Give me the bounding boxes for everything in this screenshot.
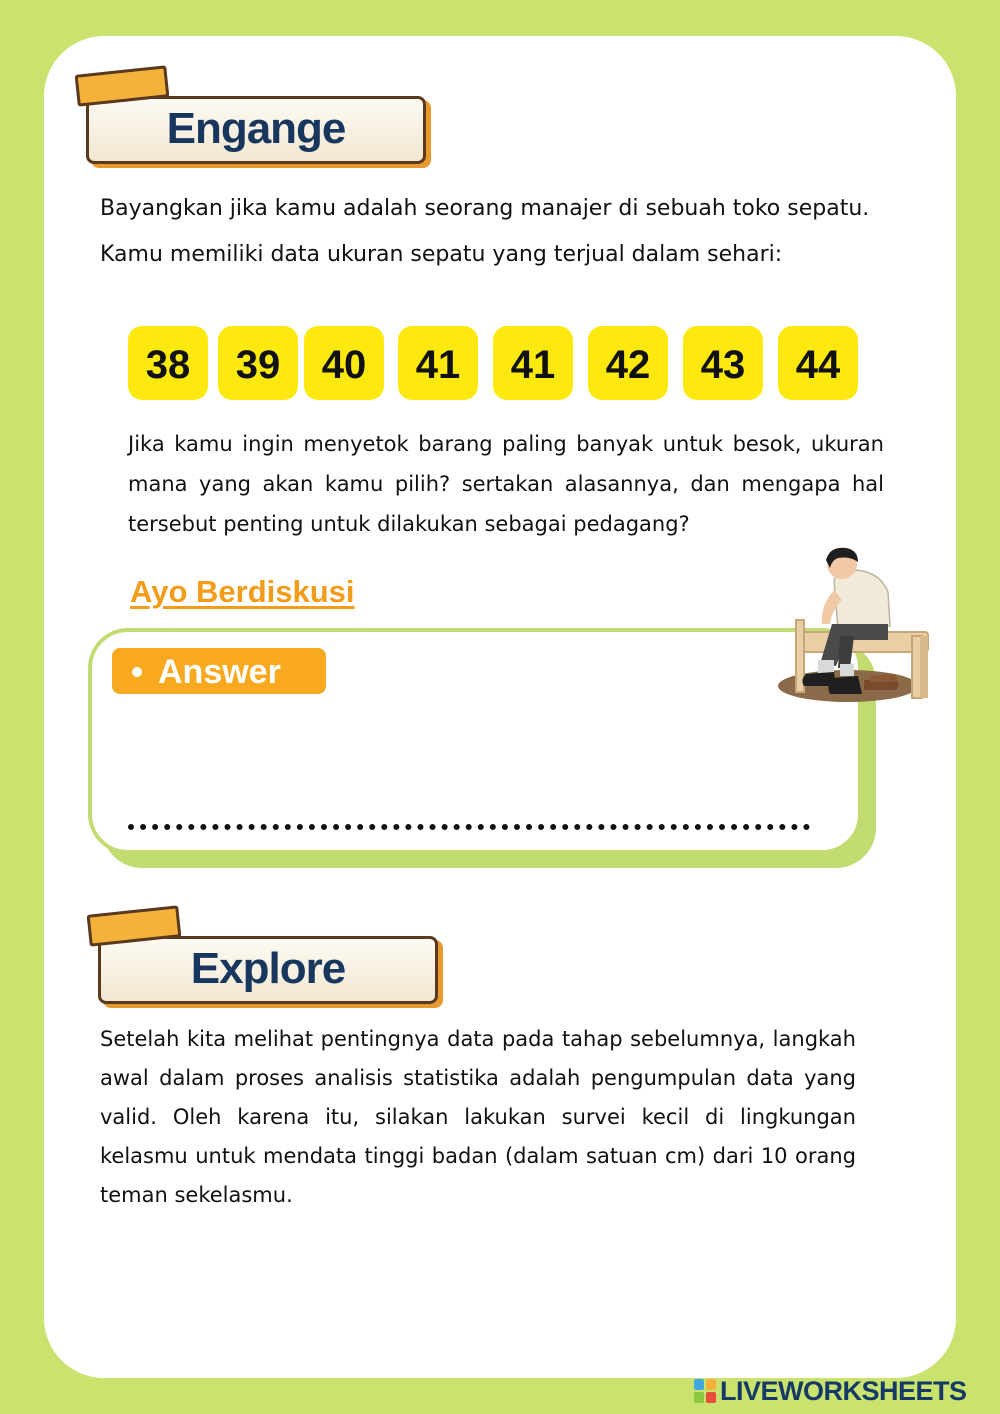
liveworksheets-logo-icon [694,1379,716,1403]
explore-banner [98,924,438,992]
explore-title: Explore [190,944,346,993]
engage-question-text: Jika kamu ingin menyetok barang paling banyak untuk besok, ukuran mana yang akan kamu pilih? sertakan alasannya, dan mengapa hal tersebut penting untuk dilakukan sebagai pedagang? [128,432,884,536]
answer-label-text: Answer [158,653,281,691]
size-chip: 42 [588,326,668,400]
size-chip: 39 [218,326,298,400]
brand-name: LIVEWORKSHEETS [720,1376,967,1406]
answer-input-line[interactable] [128,822,810,830]
size-chip: 43 [683,326,763,400]
size-chip: 41 [398,326,478,400]
man-trying-on-shoes-illustration [776,540,936,710]
brand-footer[interactable] [694,1374,967,1408]
explore-text: Setelah kita melihat pentingnya data pada tahap sebelumnya, langkah awal dalam proses analisis statistika adalah pengumpulan data yang valid. Oleh karena itu, silakan lakukan survei kecil di lingkungan kelasmu untuk mendata tinggi badan (dalam satuan cm) dari 10 orang teman sekelasmu. [100,1027,856,1207]
engage-banner [86,84,426,152]
discussion-heading: Ayo Berdiskusi [130,574,355,609]
size-chip: 41 [493,326,573,400]
engage-title: Engange [166,104,346,153]
bullet-icon [132,667,142,677]
size-chip: 40 [304,326,384,400]
answer-label [112,648,326,694]
size-chip: 38 [128,326,208,400]
size-chip: 44 [778,326,858,400]
engage-intro-text: Bayangkan jika kamu adalah seorang manajer di sebuah toko sepatu. Kamu memiliki data ukuran sepatu yang terjual dalam sehari: [100,196,870,267]
